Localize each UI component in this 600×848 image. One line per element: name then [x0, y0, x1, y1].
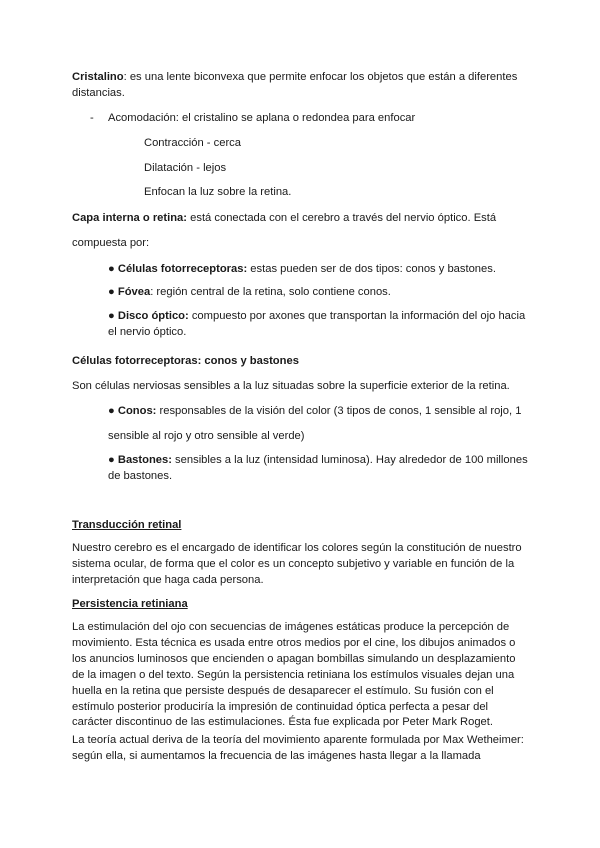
bastones-text: sensibles a la luz (intensidad luminosa). Hay alrededor de 100 millones de bastones. [108, 454, 528, 482]
transduccion-heading: Transducción retinal [72, 519, 182, 531]
bastones-item [108, 453, 528, 485]
capa-interna-line2: compuesta por: [72, 237, 150, 249]
cristalino-term: Cristalino [72, 71, 124, 83]
capa-interna-line [72, 211, 496, 226]
bastones-term: ● Bastones: [108, 454, 172, 466]
list-item-term: ● Células fotorreceptoras: [108, 263, 248, 275]
capa-interna-text: está conectada con el cerebro a través del nervio óptico. Está [187, 212, 497, 224]
list-item [108, 285, 391, 300]
persistencia-heading: Persistencia retiniana [72, 598, 188, 610]
list-item [108, 309, 528, 341]
acomodacion-dash: - [90, 112, 94, 124]
acomodacion-text: Acomodación: el cristalino se aplana o redondea para enfocar [108, 112, 416, 124]
cristalino-text: : es una lente biconvexa que permite enfocar los objetos que están a diferentes distancias. [72, 71, 518, 99]
persistencia-paragraph-2: La teoría actual deriva de la teoría del movimiento aparente formulada por Max Wetheimer: según ella, si aumentamos la frecuencia de las imágenes hasta llegar a la llamada [72, 734, 524, 762]
persistencia-paragraph: La estimulación del ojo con secuencias de imágenes estáticas produce la percepción de movimiento. Esta técnica es usada entre otros medios por el cine, los dibujos animados o los anuncios luminosos que encienden o apagan bombillas simulando un desplazamiento de la imagen o del texto. Según la persistencia retiniana los estímulos visuales dejan una huella en la retina que persiste después de desaparecer el estímulo. Su fusión con el estímulo posterior produciría la impresión de continuidad óptica perfecta a pesar del carácter discontinuo de las estimulaciones. Ésta fue explicada por Peter Mark Roget. [72, 621, 516, 729]
conos-text-line2: sensible al rojo y otro sensible al verde) [108, 430, 305, 442]
conos-term: ● Conos: [108, 405, 157, 417]
fotorreceptoras-intro: Son células nerviosas sensibles a la luz situadas sobre la superficie exterior de la retina. [72, 380, 510, 392]
section-heading: Células fotorreceptoras: conos y bastones [72, 355, 299, 367]
list-item-text: compuesto por axones que transportan la información del ojo hacia el nervio óptico. [108, 310, 526, 338]
cristalino-paragraph [72, 70, 528, 102]
transduccion-paragraph: Nuestro cerebro es el encargado de identificar los colores según la constitución de nuestro sistema ocular, de forma que el color es un concepto subjetivo y variable en función de la interpretación que haga cada persona. [72, 542, 522, 586]
list-item [108, 262, 496, 277]
capa-interna-term: Capa interna o retina: [72, 212, 188, 224]
list-item-text: estas pueden ser de dos tipos: conos y bastones. [247, 263, 496, 275]
conos-item [108, 404, 521, 419]
acomodacion-item: Dilatación - lejos [144, 162, 227, 174]
conos-text: responsables de la visión del color (3 tipos de conos, 1 sensible al rojo, 1 [156, 405, 522, 417]
acomodacion-item: Enfocan la luz sobre la retina. [144, 186, 292, 198]
acomodacion-item: Contracción - cerca [144, 137, 241, 149]
list-item-term: ● Disco óptico: [108, 310, 189, 322]
list-item-term: ● Fóvea [108, 286, 151, 298]
list-item-text: : región central de la retina, solo contiene conos. [150, 286, 391, 298]
